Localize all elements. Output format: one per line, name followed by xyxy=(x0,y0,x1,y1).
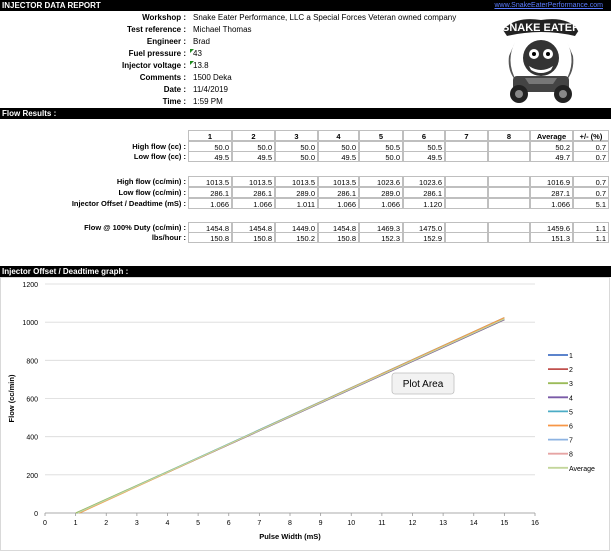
flow-results-table xyxy=(0,118,611,266)
table-cell[interactable]: 49.5 xyxy=(232,151,275,162)
legend-label: 5 xyxy=(569,409,573,417)
flow-results-title: Flow Results : xyxy=(2,109,57,118)
report-title: INJECTOR DATA REPORT xyxy=(2,1,101,10)
table-cell[interactable]: 150.8 xyxy=(232,232,275,243)
table-cell[interactable]: 50.2 xyxy=(530,141,573,152)
info-value[interactable]: Snake Eater Performance, LLC a Special Forces Veteran owned company xyxy=(193,13,457,22)
info-row-test-reference xyxy=(0,24,252,36)
table-cell[interactable]: 1454.8 xyxy=(318,222,359,233)
info-value[interactable]: Michael Thomas xyxy=(193,25,252,34)
table-cell[interactable] xyxy=(488,198,530,209)
table-cell[interactable]: 1.1 xyxy=(573,232,609,243)
table-cell[interactable]: 152.9 xyxy=(403,232,445,243)
table-cell[interactable]: 1454.8 xyxy=(188,222,232,233)
table-cell[interactable]: 1016.9 xyxy=(530,176,573,187)
info-row-injector-voltage xyxy=(0,60,209,72)
legend-label: 4 xyxy=(569,395,573,403)
table-cell[interactable] xyxy=(445,151,488,162)
table-cell[interactable]: 1.066 xyxy=(359,198,403,209)
table-cell[interactable]: 151.3 xyxy=(530,232,573,243)
legend-label: 7 xyxy=(569,437,573,445)
info-value[interactable]: 43 xyxy=(193,49,202,58)
info-label: Injector voltage : xyxy=(121,61,186,70)
table-cell[interactable]: 1013.5 xyxy=(232,176,275,187)
column-header: 3 xyxy=(275,130,318,141)
table-cell[interactable]: 1013.5 xyxy=(318,176,359,187)
y-tick-label: 1200 xyxy=(22,282,38,289)
y-tick-label: 600 xyxy=(26,396,38,404)
info-label: Test reference : xyxy=(127,25,186,34)
table-cell[interactable] xyxy=(445,176,488,187)
table-cell[interactable] xyxy=(488,187,530,198)
table-cell[interactable]: 1023.6 xyxy=(359,176,403,187)
column-header: 5 xyxy=(359,130,403,141)
table-cell[interactable]: 50.0 xyxy=(275,151,318,162)
table-cell[interactable]: 50.5 xyxy=(403,141,445,152)
table-cell[interactable]: 150.2 xyxy=(275,232,318,243)
table-cell[interactable]: 150.8 xyxy=(188,232,232,243)
info-label: Fuel pressure : xyxy=(128,49,186,58)
x-tick-label: 14 xyxy=(469,520,478,527)
table-cell[interactable]: 1475.0 xyxy=(403,222,445,233)
info-row-time xyxy=(0,96,223,108)
column-header: 7 xyxy=(445,130,488,141)
table-cell[interactable]: 50.0 xyxy=(318,141,359,152)
y-tick-label: 800 xyxy=(26,358,38,366)
table-cell[interactable]: 1469.3 xyxy=(359,222,403,233)
x-tick-label: 3 xyxy=(134,520,139,527)
plot-area-tooltip-text: Plot Area xyxy=(402,379,444,390)
y-axis-title: Flow (cc/min) xyxy=(7,374,16,423)
table-cell[interactable]: 287.1 xyxy=(530,187,573,198)
table-cell[interactable] xyxy=(445,232,488,243)
table-cell[interactable]: 289.0 xyxy=(359,187,403,198)
table-cell[interactable]: 50.5 xyxy=(359,141,403,152)
table-cell[interactable]: 1013.5 xyxy=(188,176,232,187)
column-header: 2 xyxy=(232,130,275,141)
y-tick-label: 0 xyxy=(34,511,38,518)
table-cell[interactable]: 50.0 xyxy=(232,141,275,152)
row-label: Low flow (cc) : xyxy=(133,152,186,161)
table-cell[interactable]: 1.120 xyxy=(403,198,445,209)
x-tick-label: 1 xyxy=(73,520,78,527)
legend-label: 6 xyxy=(569,423,573,431)
info-label: Time : xyxy=(162,97,186,106)
table-cell[interactable]: 1013.5 xyxy=(275,176,318,187)
deadtime-chart[interactable] xyxy=(0,277,611,552)
info-value[interactable]: Brad xyxy=(193,37,210,46)
table-cell[interactable]: 49.7 xyxy=(530,151,573,162)
x-tick-label: 13 xyxy=(439,520,448,527)
table-cell[interactable]: 286.1 xyxy=(188,187,232,198)
info-row-fuel-pressure xyxy=(0,48,202,60)
x-axis-title: Pulse Width (mS) xyxy=(259,532,321,541)
legend-label: Average xyxy=(569,465,595,473)
y-tick-label: 200 xyxy=(26,472,38,480)
column-header: 8 xyxy=(488,130,530,141)
table-cell[interactable]: 0.7 xyxy=(573,187,609,198)
table-cell[interactable]: 286.1 xyxy=(232,187,275,198)
column-header: +/- (%) xyxy=(573,130,609,141)
x-tick-label: 11 xyxy=(378,520,386,527)
logo-lettering: SNAKE EATER xyxy=(501,22,581,34)
info-value[interactable]: 1500 Deka xyxy=(193,73,232,82)
table-cell[interactable] xyxy=(488,151,530,162)
graph-title-bar xyxy=(0,266,611,277)
x-tick-label: 6 xyxy=(226,520,231,527)
website-link[interactable]: www.SnakeEaterPerformance.com xyxy=(494,2,603,9)
table-cell[interactable]: 1459.6 xyxy=(530,222,573,233)
table-cell[interactable]: 1.066 xyxy=(232,198,275,209)
legend-label: 8 xyxy=(569,451,573,459)
info-row-comments xyxy=(0,72,232,84)
info-value[interactable]: 11/4/2019 xyxy=(193,85,228,94)
x-tick-label: 15 xyxy=(500,520,509,527)
table-cell[interactable] xyxy=(488,176,530,187)
table-cell[interactable] xyxy=(488,232,530,243)
report-title-bar xyxy=(0,0,611,11)
x-tick-label: 4 xyxy=(165,520,170,527)
table-cell[interactable]: 0.7 xyxy=(573,141,609,152)
table-cell[interactable]: 0.7 xyxy=(573,151,609,162)
column-header: 1 xyxy=(188,130,232,141)
row-label: Flow @ 100% Duty (cc/min) : xyxy=(84,223,186,232)
table-cell[interactable]: 50.0 xyxy=(188,141,232,152)
table-cell[interactable] xyxy=(445,187,488,198)
info-row-workshop xyxy=(0,12,457,24)
info-label: Date : xyxy=(163,85,186,94)
table-cell[interactable]: 50.0 xyxy=(359,151,403,162)
info-value[interactable]: 13.8 xyxy=(193,61,209,70)
info-value[interactable]: 1:59 PM xyxy=(193,97,223,106)
x-tick-label: 7 xyxy=(257,520,262,527)
table-cell[interactable]: 49.5 xyxy=(403,151,445,162)
x-tick-label: 5 xyxy=(196,520,201,527)
table-cell[interactable]: 5.1 xyxy=(573,198,609,209)
table-cell[interactable]: 1454.8 xyxy=(232,222,275,233)
x-tick-label: 0 xyxy=(43,520,47,527)
table-cell[interactable]: 49.5 xyxy=(188,151,232,162)
column-header: 4 xyxy=(318,130,359,141)
table-cell[interactable] xyxy=(445,198,488,209)
row-label: lbs/hour : xyxy=(151,233,186,242)
y-tick-label: 400 xyxy=(26,434,38,442)
column-header: Average xyxy=(530,130,573,141)
table-cell[interactable]: 50.0 xyxy=(275,141,318,152)
table-cell[interactable]: 1023.6 xyxy=(403,176,445,187)
chart-frame xyxy=(1,278,610,551)
table-cell[interactable]: 1449.0 xyxy=(275,222,318,233)
info-label: Workshop : xyxy=(142,13,186,22)
table-cell[interactable]: 1.011 xyxy=(275,198,318,209)
chart-container xyxy=(0,277,611,552)
info-label: Comments : xyxy=(139,73,186,82)
table-cell[interactable]: 286.1 xyxy=(403,187,445,198)
x-tick-label: 8 xyxy=(288,520,292,527)
table-cell[interactable]: 1.1 xyxy=(573,222,609,233)
row-label: High flow (cc) : xyxy=(132,142,186,151)
table-cell[interactable]: 0.7 xyxy=(573,176,609,187)
column-header: 6 xyxy=(403,130,445,141)
legend-label: 1 xyxy=(569,353,573,360)
table-cell[interactable]: 289.0 xyxy=(275,187,318,198)
row-label: High flow (cc/min) : xyxy=(116,177,186,186)
table-cell[interactable]: 150.8 xyxy=(318,232,359,243)
row-label: Low flow (cc/min) : xyxy=(118,188,186,197)
row-label: Injector Offset / Deadtime (mS) : xyxy=(71,199,186,208)
x-tick-label: 12 xyxy=(408,520,417,527)
table-cell[interactable]: 152.3 xyxy=(359,232,403,243)
x-tick-label: 10 xyxy=(347,520,356,527)
snake-eater-logo xyxy=(495,12,587,118)
info-row-engineer xyxy=(0,36,210,48)
x-tick-label: 9 xyxy=(318,520,323,527)
legend-label: 2 xyxy=(569,367,573,375)
table-cell[interactable]: 49.5 xyxy=(318,151,359,162)
y-tick-label: 1000 xyxy=(22,320,38,328)
x-tick-label: 2 xyxy=(104,520,109,527)
info-row-date xyxy=(0,84,228,96)
info-label: Engineer : xyxy=(146,37,186,46)
table-cell[interactable]: 1.066 xyxy=(318,198,359,209)
table-cell[interactable]: 286.1 xyxy=(318,187,359,198)
legend-label: 3 xyxy=(569,381,573,389)
graph-title: Injector Offset / Deadtime graph : xyxy=(2,267,129,276)
x-tick-label: 16 xyxy=(531,520,539,527)
table-cell[interactable]: 1.066 xyxy=(530,198,573,209)
table-cell[interactable]: 1.066 xyxy=(188,198,232,209)
